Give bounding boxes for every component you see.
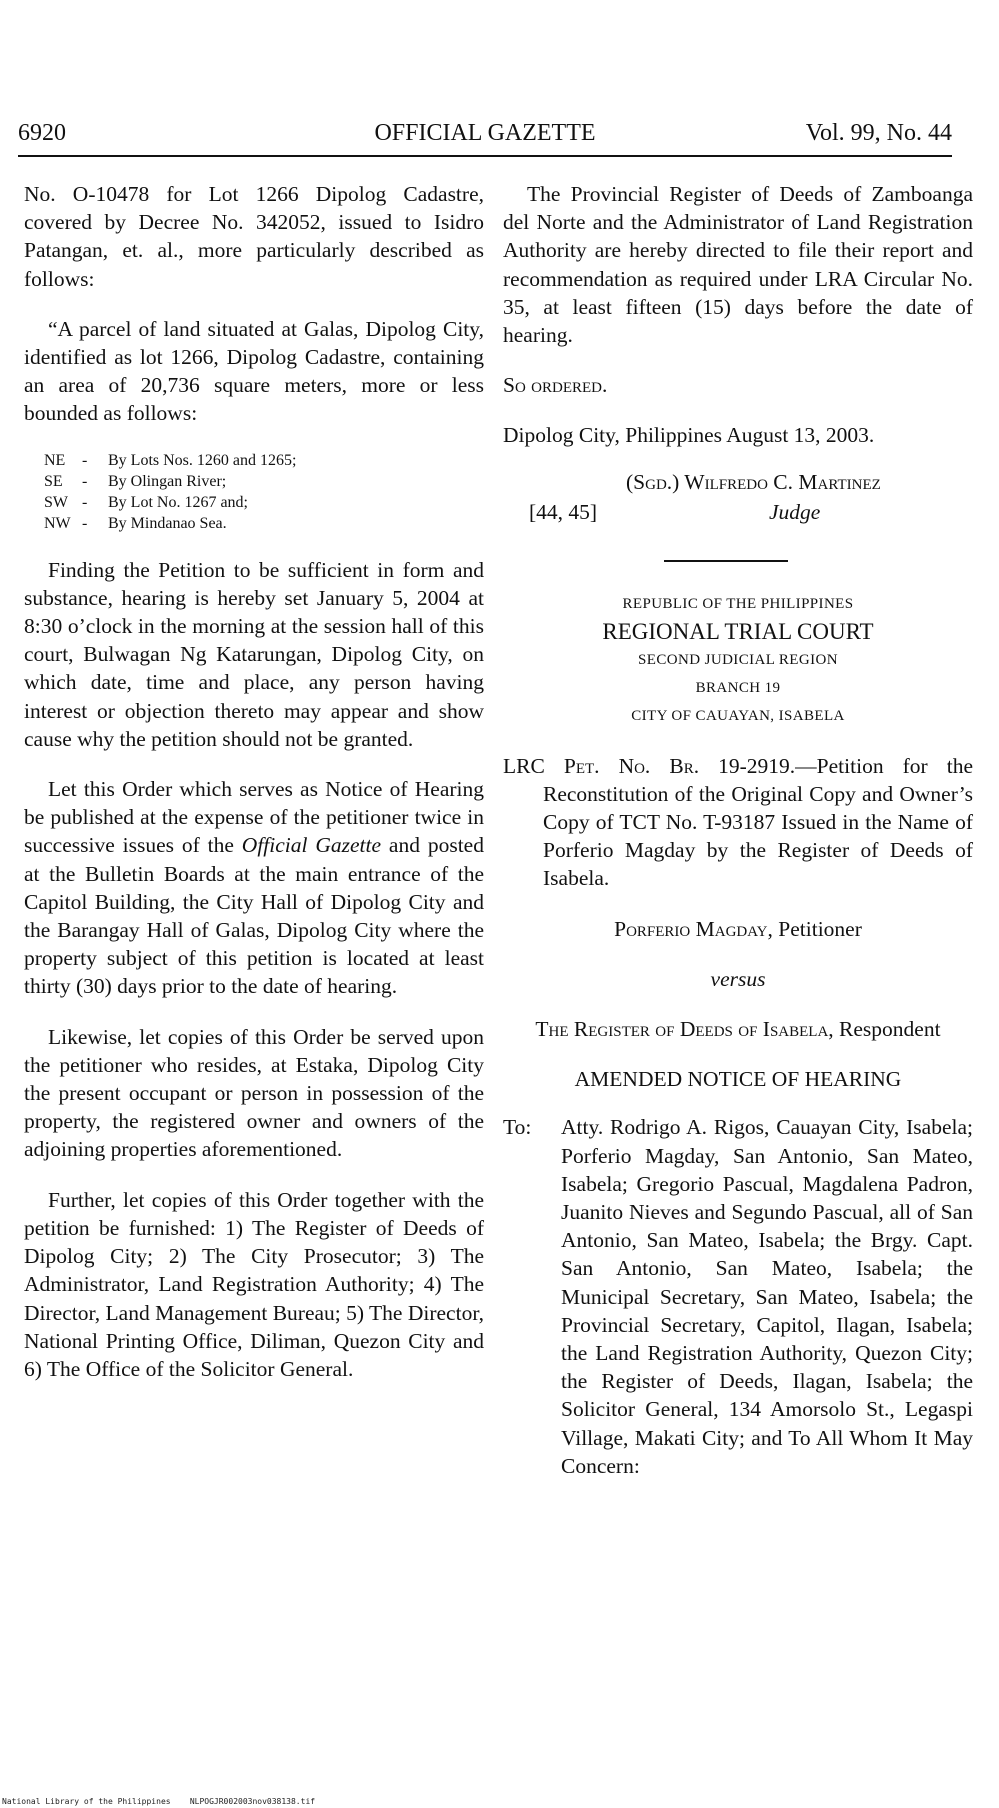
paragraph-directive: The Provincial Register of Deeds of Zamboanga del Norte and the Administrator of Land Registration Authority are hereby directed to file their report and recommendation as required under LRA Circular No. 35, at least fifteen (15) days before the date of hearing. xyxy=(503,182,973,348)
paragraph-publication xyxy=(24,775,484,1001)
respondent-line xyxy=(503,1015,973,1043)
court-heading xyxy=(503,590,973,730)
notice-title: AMENDED NOTICE OF HEARING xyxy=(574,1067,902,1092)
versus xyxy=(503,965,973,993)
respondent-name: The Register of Deeds of Isabela xyxy=(535,1017,829,1042)
boundary-dash: - xyxy=(82,472,88,490)
petitioner-line xyxy=(503,915,973,943)
boundary-row xyxy=(44,513,484,534)
petitioner-role: , Petitioner xyxy=(767,916,862,941)
to-label: To: xyxy=(503,1115,532,1140)
paragraph-furnish: Further, let copies of this Order together with the petition be furnished: 1) The Register of Deeds of Dipolog City; 2) The City Prosecutor; 3) The Administrator, Land Registration Authority; 4) The Director, Land Management Bureau; 5) The Director, National Printing Office, Diliman, Quezon City and 6) The Office of the Solicitor General. xyxy=(24,1187,484,1381)
court-region: SECOND JUDICIAL REGION xyxy=(638,651,838,668)
boundary-direction: SW xyxy=(44,493,68,511)
judge-signature: (Sgd.) Wilfredo C. Martinez xyxy=(626,469,881,494)
boundary-text: By Lot No. 1267 and; xyxy=(108,493,248,511)
case-title: —Petition for the Reconstitution of the Original Copy and Owner’s Copy of TCT No. T-93187 Issued in the Name of Porferio Magday by the Register of Deeds of Isabela. xyxy=(543,753,973,891)
court-branch: BRANCH 19 xyxy=(695,679,781,696)
court-city: CITY OF CAUAYAN, ISABELA xyxy=(631,707,845,724)
footer-library: National Library of the Philippines xyxy=(2,1797,171,1806)
court-republic: REPUBLIC OF THE PHILIPPINES xyxy=(622,595,854,612)
signature-block xyxy=(503,468,973,530)
footer-file: NLPOGJR002003nov038138.tif xyxy=(189,1797,316,1806)
publication-text-a: Let this Order which serves as Notice of Hearing be published at the expense of the petitioner twice in successive issues of the xyxy=(24,777,484,858)
so-ordered: So ordered. xyxy=(503,373,608,398)
paragraph-hearing-set: Finding the Petition to be sufficient in form and substance, hearing is hereby set January 5, 2004 at 8:30 o’clock in the morning at the session hall of this court, Bulwagan Ng Katarungan, Dipolog City, on which date, time and place, any person having interest or objection thereto may appear and show cause why the petition should not be granted. xyxy=(24,557,484,751)
paragraph-parcel: “A parcel of land situated at Galas, Dipolog City, identified as lot 1266, Dipolog Cadastre, containing an area of 20,736 square meters, more or less bounded as follows: xyxy=(24,316,484,426)
paragraph-lot-description: No. O-10478 for Lot 1266 Dipolog Cadastre, covered by Decree No. 342052, issued to Isidro Patangan, et. al., more particularly described as follows: xyxy=(24,182,484,291)
boundary-text: By Olingan River; xyxy=(108,472,227,490)
case-caption xyxy=(503,752,973,893)
right-column xyxy=(503,180,973,1480)
to-list: Atty. Rodrigo A. Rigos, Cauayan City, Isabela; Porferio Magday, San Antonio, San Mateo, Isabela; Gregorio Pascual, Magdalena Padron, Juanito Nieves and Segundo Pascual, all of San Antonio, San Mateo, Isabela; the Brgy. Capt. San Antonio, San Mateo, Isabela; the Municipal Secretary, San Mateo, Isabela; the Provincial Secretary, Capitol, Ilagan, Isabela; the Land Registration Authority, Quezon City; the Register of Deeds, Ilagan, Isabela; the Solicitor General, 134 Amorsolo St., Legaspi Village, Makati City; and To All Whom It May Concern: xyxy=(561,1115,973,1478)
running-header xyxy=(18,120,952,156)
addressees xyxy=(503,1113,973,1480)
boundary-direction: NE xyxy=(44,451,66,469)
volume-number: Vol. 99, No. 44 xyxy=(805,120,952,146)
boundary-direction: NW xyxy=(44,514,71,532)
case-number: LRC Pet. No. Br. 19-2919. xyxy=(503,753,796,778)
boundary-dash: - xyxy=(82,514,88,532)
page-number: 6920 xyxy=(18,120,66,146)
section-divider xyxy=(664,560,788,562)
issue-citation: [44, 45] xyxy=(529,499,598,524)
publication-text-b: and posted at the Bulletin Boards at the main entrance of the Capitol Building, the City Hall of Dipolog City and the Barangay Hall of Galas, Dipolog City where the property subject of this petition is located at least thirty (30) days prior to the date of hearing. xyxy=(24,833,484,999)
boundary-text: By Lots Nos. 1260 and 1265; xyxy=(108,451,297,469)
boundary-dash: - xyxy=(82,451,88,469)
paragraph-service: Likewise, let copies of this Order be served upon the petitioner who resides, at Estaka, Dipolog City the present occupant or person in possession of the property, the registered owner and owners of the adjoining properties aforementioned. xyxy=(24,1024,484,1162)
petitioner-name: Porferio Magday xyxy=(614,916,768,941)
boundaries-list xyxy=(44,450,484,534)
judge-title: Judge xyxy=(769,499,821,524)
scan-footer xyxy=(2,1797,315,1806)
gazette-title: OFFICIAL GAZETTE xyxy=(374,120,596,146)
dateline: Dipolog City, Philippines August 13, 2003. xyxy=(503,423,875,448)
respondent-role: , Respondent xyxy=(828,1017,941,1042)
court-name: REGIONAL TRIAL COURT xyxy=(602,618,874,644)
left-column xyxy=(24,180,484,1383)
boundary-row xyxy=(44,450,484,471)
versus-text: versus xyxy=(710,966,766,991)
boundary-dash: - xyxy=(82,493,88,511)
boundary-row xyxy=(44,492,484,513)
boundary-direction: SE xyxy=(44,472,63,490)
gazette-name: Official Gazette xyxy=(241,833,382,858)
boundary-row xyxy=(44,471,484,492)
header-rule xyxy=(18,155,952,157)
boundary-text: By Mindanao Sea. xyxy=(108,514,227,532)
